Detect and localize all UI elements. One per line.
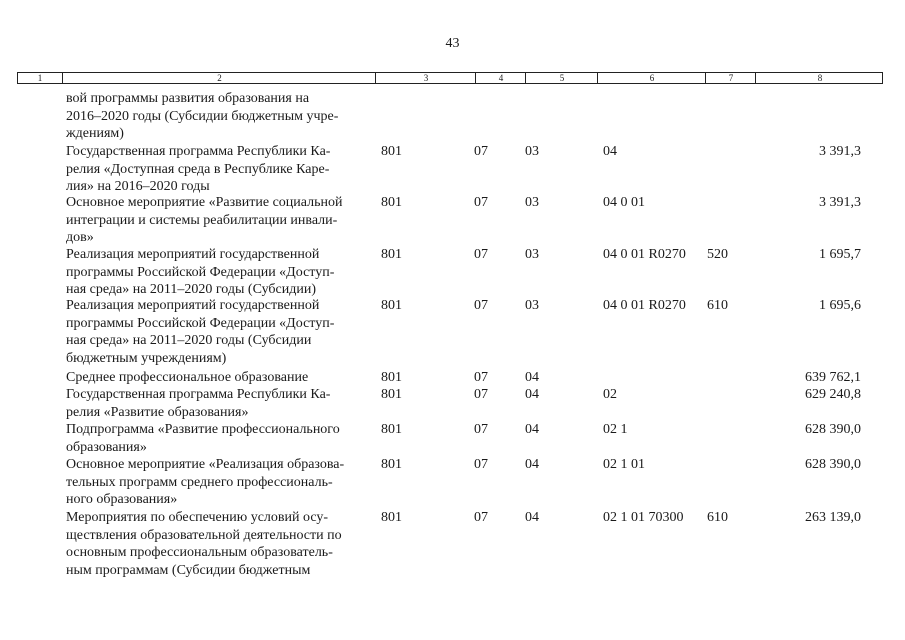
row-description [66,369,376,387]
ministry-code: 801 [381,370,402,385]
amount: 628 390,0 [805,422,861,437]
row-description [66,386,376,421]
expense-type-code: 610 [707,298,728,313]
header-col-6: 6 [597,73,706,84]
description-line: ная среда» на 2011–2020 годы (Субсидии) [66,282,316,297]
section-code: 07 [474,144,488,159]
subsection-code: 04 [525,387,539,402]
ministry-code: 801 [381,457,402,472]
row-description [66,90,376,143]
description-line: вой программы развития образования на [66,91,310,106]
description-line: программы Российской Федерации «Доступ- [66,315,335,331]
description-line: основным профессиональным образователь- [66,545,333,560]
row-description [66,143,376,196]
description-line: Мероприятия по обеспечению условий осу- [66,510,329,525]
amount: 263 139,0 [805,510,861,525]
description-line: дов» [66,230,94,245]
page-number: 43 [445,36,460,51]
row-description [66,194,376,247]
subsection-code: 03 [525,298,539,313]
ministry-code: 801 [381,422,402,437]
header-col-7: 7 [705,73,756,84]
amount: 3 391,3 [819,144,861,159]
subsection-code: 04 [525,510,539,525]
row-description [66,421,376,456]
ministry-code: 801 [381,387,402,402]
section-code: 07 [474,370,488,385]
subsection-code: 03 [525,247,539,262]
amount: 628 390,0 [805,457,861,472]
description-line: ным программам (Субсидии бюджетным [66,562,311,578]
description-line: Основное мероприятие «Развитие социальной [66,195,343,210]
description-line: лия» на 2016–2020 годы [66,179,210,194]
amount: 3 391,3 [819,195,861,210]
target-article-code: 02 1 01 [603,457,645,472]
target-article-code: 02 1 01 70300 [603,510,684,525]
amount: 1 695,7 [819,247,861,262]
header-col-5: 5 [525,73,598,84]
description-line: ждениям) [66,126,124,141]
header-col-8: 8 [755,73,884,84]
row-description [66,246,376,299]
description-line: бюджетным учреждениям) [66,350,227,366]
section-code: 07 [474,195,488,210]
subsection-code: 04 [525,422,539,437]
row-description [66,509,376,579]
subsection-code: 04 [525,457,539,472]
description-line: Государственная программа Республики Ка- [66,387,331,402]
description-line: Реализация мероприятий государственной [66,298,320,313]
description-line: релия «Развитие образования» [66,404,249,420]
ministry-code: 801 [381,510,402,525]
description-line: релия «Доступная среда в Республике Каре- [66,161,330,177]
section-code: 07 [474,510,488,525]
target-article-code: 04 0 01 R0270 [603,247,686,262]
subsection-code: 04 [525,370,539,385]
description-line: интеграции и системы реабилитации инвали- [66,212,338,228]
header-col-2: 2 [62,73,376,84]
row-description [66,456,376,509]
description-line: Основное мероприятие «Реализация образова- [66,457,345,472]
target-article-code: 04 0 01 [603,195,645,210]
description-line: тельных программ среднего профессиональ- [66,474,333,490]
description-line: программы Российской Федерации «Доступ- [66,264,335,280]
target-article-code: 02 [603,387,617,402]
amount: 629 240,8 [805,387,861,402]
amount: 1 695,6 [819,298,861,313]
description-line: 2016–2020 годы (Субсидии бюджетным учре- [66,108,339,124]
header-col-3: 3 [375,73,476,84]
column-number-header [17,72,883,84]
description-line: ного образования» [66,492,178,507]
description-line: Подпрограмма «Развитие профессионального [66,422,340,437]
description-line: ществления образовательной деятельности по [66,527,342,543]
section-code: 07 [474,247,488,262]
ministry-code: 801 [381,195,402,210]
header-col-4: 4 [475,73,526,84]
subsection-code: 03 [525,144,539,159]
description-line: Реализация мероприятий государственной [66,247,320,262]
description-line: ная среда» на 2011–2020 годы (Субсидии [66,333,312,348]
section-code: 07 [474,422,488,437]
section-code: 07 [474,387,488,402]
description-line: Государственная программа Республики Ка- [66,144,331,159]
ministry-code: 801 [381,298,402,313]
section-code: 07 [474,298,488,313]
target-article-code: 02 1 [603,422,628,437]
ministry-code: 801 [381,144,402,159]
subsection-code: 03 [525,195,539,210]
description-line: образования» [66,439,147,455]
target-article-code: 04 [603,144,617,159]
description-line: Среднее профессиональное образование [66,370,309,385]
row-description [66,297,376,367]
expense-type-code: 610 [707,510,728,525]
ministry-code: 801 [381,247,402,262]
header-col-1: 1 [37,73,43,83]
section-code: 07 [474,457,488,472]
target-article-code: 04 0 01 R0270 [603,298,686,313]
amount: 639 762,1 [805,370,861,385]
expense-type-code: 520 [707,247,728,262]
